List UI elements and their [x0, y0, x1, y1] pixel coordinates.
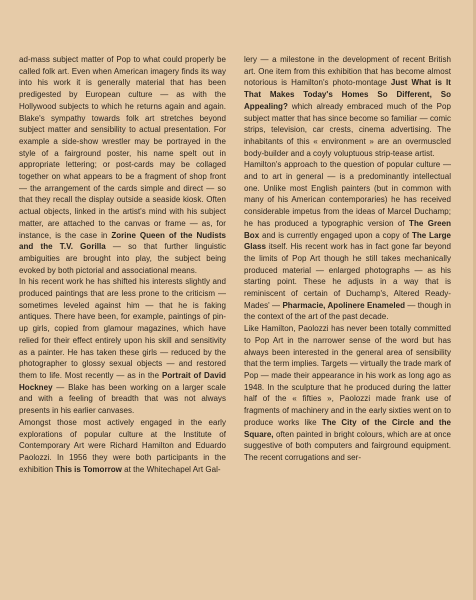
text-run: Like Hamilton, Paolozzi has never been totally committed to Pop Art in the narrower sense of the word but has always been interested in the general area of sensibility that the term implies. Targets — virtually the trade mark of Pop — made their appearance in his work as long ago as 1948. In the sculpture that he produced during the latter half of the « fifties », Paolozzi made frank use of fragments of machinery and in the early sixties went on to produce works like — [244, 324, 451, 427]
text-run: Amongst those most actively engaged in the early explorations of popular culture at the Institute of Contemporary Art were Richard Hamilton and Eduardo Paolozzi. In 1956 they were both participants in the exhibition — [19, 417, 226, 474]
paragraph — [19, 54, 226, 276]
text-run: — Blake has been working on a larger scale and with a feeling of breadth that was not always presents in his earlier canvases. — [19, 382, 226, 416]
bold-title: The City of the Circle and the Square, — [244, 417, 451, 439]
paragraph — [244, 323, 451, 463]
text-run: In his recent work he has shifted his interests slightly and produced paintings that are less prone to the criticism — sometimes leveled against him — that he is faking antiques. There have been, for example, paintings of pin-up girls, copied from glamour magazines, which have relied for their effect entirely upon his skill and sensitivity as a painter. He has taken these girls — reduced by the photographer to glossy sexual objects — and restored them to life. Most recently — as in the — [19, 277, 226, 380]
bold-title: The Large Glass — [244, 230, 451, 252]
bold-title: Portrait of David Hockney — [19, 370, 226, 392]
text-run: and is currently engaged upon a copy of — [259, 230, 412, 240]
text-run: ad-mass subject matter of Pop to what could properly be called folk art. Even when American imagery finds its way into his work it is generally material that has been predigested by European culture — as with the Hollywood subjects to which he returns again and again. Blake's sympathy towards folk art stretches beyond subject matter and sensibility to actual presentation. For example a side-show wrestler may be portrayed in the style of a fairground poster, his name spelt out in appropriate lettering; or post-cards may be collaged together on what appears to be a fragment of shop front — the arrangement of the cards simple and direct — so that they recall the display outside a seaside kiosk. Often actual objects, linked in the artist's mind with his subject matter, are attached to the canvas or frame — as, for instance, is the case in — [19, 55, 226, 240]
text-run: often painted in bright colours, which are at once suggestive of both computers and fairground equipment. The recent corrugations and ser- — [244, 429, 451, 462]
text-run: — so that further linguistic ambiguities are brought into play, the subject being evoked by both pictorial and associational means. — [19, 242, 226, 275]
paragraph — [19, 417, 226, 476]
text-run: itself. His recent work has in fact gone far beyond the limits of Pop Art though he still takes mechanically produced material — enlarged photographs — as his starting point. These he adjusts in a way that is reminiscent of certain of Duchamp's, Altered Ready-Mades' — — [244, 242, 451, 310]
bold-title: Just What is It That Makes Today's Homes So Different, So Appealing? — [244, 78, 451, 111]
bold-title: The Green Box — [244, 218, 452, 240]
bold-title: Pharmacie, Apolinere Enameled — [282, 300, 406, 310]
text-run: — though in the context of the art of the past decade. — [244, 300, 451, 322]
paragraph — [244, 159, 451, 323]
text-run: lery — a milestone in the development of recent British art. One item from this exhibition that has become almost notorious is Hamilton's photo-montage — [244, 55, 451, 88]
text-run: at the Whitechapel Art Gal- — [121, 464, 221, 474]
text-run: which already embraced much of the Pop subject matter that has since become so familiar — comic strips, television, car crests, cinema advertising. The inhabitants of this « environment » are an overmuscled body-builder and a coyly voluptuous strip-tease artist. — [244, 101, 451, 158]
paragraph — [19, 276, 226, 416]
bold-title: This is Tomorrow — [55, 464, 122, 474]
right-text-column — [244, 54, 451, 464]
bold-title: Zorine Queen of the Nudists and the T.V. Gorilla — [19, 230, 226, 252]
paragraph — [244, 54, 451, 159]
text-run: Hamilton's approach to the question of popular culture — and to art in general — is a predominantly intellectual one. Unlike most English painters (but in common with many of his American contemporaries) he has received considerable impetus from the ideas of Marcel Duchamp; he has produced a typographic version of — [244, 160, 451, 228]
left-text-column — [19, 54, 226, 475]
